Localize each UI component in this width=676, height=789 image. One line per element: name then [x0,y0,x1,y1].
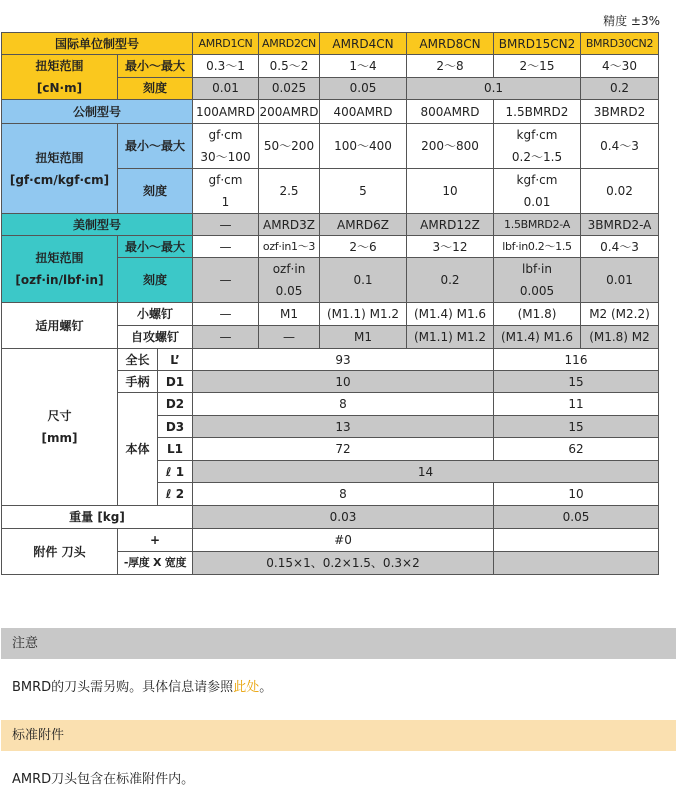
oz-minmax-row [2,236,659,258]
handle-label: 手柄 [118,371,158,393]
gf-minmax-row [2,124,659,169]
small-screw-label: 小螺钉 [118,303,193,326]
minmax-label: 最小～最大 [118,236,193,258]
value-cell: 50～200 [259,124,320,169]
value-cell: 200～800 [407,124,494,169]
dim-value: 72 [193,438,494,461]
value-cell: gf·cm 1 [193,169,259,214]
unit-label: [ozf·in/lbf·in] [15,273,104,287]
model-cell: AMRD6Z [320,214,407,236]
screws-label: 适用螺钉 [2,303,118,349]
value-cell: (M1.4) M1.6 [407,303,494,326]
value-cell: 2～15 [494,55,581,78]
dim-row-L [2,349,659,371]
torque-range-oz-label [2,236,118,303]
notes-link[interactable]: 此处 [233,680,260,695]
intl-model-row [2,33,659,55]
dim-symbol: D2 [158,393,193,416]
accessories-text: AMRD刀头包含在标准附件内。 [12,772,195,787]
attachment-label: 附件 刀头 [2,529,118,575]
value-cell: lbf·in 0.005 [494,258,581,303]
weight-row [2,506,659,529]
torque-range-gf-label [2,124,118,214]
value-cell: (M1.8) [494,303,581,326]
unit-label: [gf·cm/kgf·cm] [9,172,110,187]
metric-model-header: 公制型号 [2,100,193,124]
value-cell: 0.5～2 [259,55,320,78]
us-model-row [2,214,659,236]
value-cell: (M1.8) M2 [581,326,659,349]
model-cell: — [193,214,259,236]
dim-symbol: L1 [158,438,193,461]
cn-minmax-row [2,55,659,78]
dim-value: 10 [494,483,659,506]
precision-note: 精度 ±3% [603,14,660,28]
dim-value: 93 [193,349,494,371]
value-cell: 0.3～1 [193,55,259,78]
bit-minus-empty [494,552,659,575]
weight-value: 0.03 [193,506,494,529]
value-cell: M2 (M2.2) [581,303,659,326]
value-cell: — [193,236,259,258]
bit-minus-label: -厚度 X 宽度 [118,552,193,575]
model-cell: 3BMRD2 [581,100,659,124]
value-cell: kgf·cm 0.01 [494,169,581,214]
value-cell: lbf·in0.2～1.5 [494,236,581,258]
value-cell: kgf·cm 0.2～1.5 [494,124,581,169]
model-cell: BMRD30CN2 [581,33,659,55]
body-label: 本体 [118,393,158,506]
weight-value: 0.05 [494,506,659,529]
value-cell: M1 [259,303,320,326]
dim-value: 10 [193,371,494,393]
value-cell: 1～4 [320,55,407,78]
dim-value: 62 [494,438,659,461]
dim-value: 8 [193,483,494,506]
model-cell: 400AMRD [320,100,407,124]
minmax-label: 最小～最大 [118,124,193,169]
torque-range-label: 扭矩范围 [35,150,84,165]
dim-value: 13 [193,416,494,438]
dim-value: 15 [494,371,659,393]
dim-symbol: L’ [158,349,193,371]
dim-value: 15 [494,416,659,438]
value-cell: 2～8 [407,55,494,78]
value-cell: 2～6 [320,236,407,258]
value-cell: gf·cm 30～100 [193,124,259,169]
notes-heading: 注意 [1,628,676,659]
model-cell: 800AMRD [407,100,494,124]
dim-symbol: ℓ 1 [158,461,193,483]
graduation-label: 刻度 [118,169,193,214]
metric-model-row [2,100,659,124]
torque-range-label: 扭矩范围 [35,251,84,265]
value-cell: — [259,326,320,349]
model-cell: AMRD12Z [407,214,494,236]
small-screw-row [2,303,659,326]
value-cell: 0.01 [581,258,659,303]
value-cell: 0.2 [581,77,659,100]
minmax-label: 最小～最大 [118,55,193,78]
value-cell: — [193,258,259,303]
value-cell: 0.4～3 [581,236,659,258]
model-cell: 200AMRD [259,100,320,124]
bit-plus-label: + [118,529,193,552]
torque-range-label: 扭矩范围 [35,59,84,73]
value-cell: 2.5 [259,169,320,214]
value-cell: ozf·in 0.05 [259,258,320,303]
value-cell: (M1.1) M1.2 [407,326,494,349]
model-cell: AMRD2CN [259,33,320,55]
value-cell: M1 [320,326,407,349]
dim-symbol: D1 [158,371,193,393]
spec-table [1,32,659,575]
tapping-screw-label: 自攻螺钉 [118,326,193,349]
model-cell: AMRD4CN [320,33,407,55]
dim-value: 11 [494,393,659,416]
bit-plus-row [2,529,659,552]
value-cell: 0.1 [320,258,407,303]
value-cell: 0.05 [320,77,407,100]
value-cell: (M1.1) M1.2 [320,303,407,326]
value-cell: — [193,303,259,326]
bit-plus-empty [494,529,659,552]
unit-label: [cN·m] [36,81,83,95]
value-cell: 0.2 [407,258,494,303]
value-cell: 0.025 [259,77,320,100]
value-cell: 5 [320,169,407,214]
model-cell: 1.5BMRD2-A [494,214,581,236]
value-cell: 0.01 [193,77,259,100]
weight-label: 重量 [kg] [2,506,193,529]
dims-label: 尺寸 [mm] [2,349,118,506]
model-cell: AMRD8CN [407,33,494,55]
us-model-header: 美制型号 [2,214,193,236]
value-cell: — [193,326,259,349]
bit-plus-value: #0 [193,529,494,552]
value-cell: 0.1 [407,77,581,100]
model-cell: AMRD1CN [193,33,259,55]
bit-minus-value: 0.15×1、0.2×1.5、0.3×2 [193,552,494,575]
value-cell: ozf·in1～3 [259,236,320,258]
value-cell: 10 [407,169,494,214]
accessories-heading: 标准附件 [1,720,676,751]
intl-model-header: 国际单位制型号 [2,33,193,55]
dim-symbol: ℓ 2 [158,483,193,506]
graduation-label: 刻度 [118,77,193,100]
graduation-label: 刻度 [118,258,193,303]
model-cell: 100AMRD [193,100,259,124]
value-cell: 4～30 [581,55,659,78]
value-cell: (M1.4) M1.6 [494,326,581,349]
total-length-label: 全长 [118,349,158,371]
torque-range-cn-label [2,55,118,100]
value-cell: 100～400 [320,124,407,169]
value-cell: 3～12 [407,236,494,258]
dim-symbol: D3 [158,416,193,438]
value-cell: 0.4～3 [581,124,659,169]
model-cell: 1.5BMRD2 [494,100,581,124]
dim-value: 8 [193,393,494,416]
model-cell: 3BMRD2-A [581,214,659,236]
model-cell: BMRD15CN2 [494,33,581,55]
model-cell: AMRD3Z [259,214,320,236]
value-cell: 0.02 [581,169,659,214]
dim-value: 14 [193,461,659,483]
dim-value: 116 [494,349,659,371]
notes-text: BMRD的刀头需另购。具体信息请参照此处。 [12,680,273,695]
